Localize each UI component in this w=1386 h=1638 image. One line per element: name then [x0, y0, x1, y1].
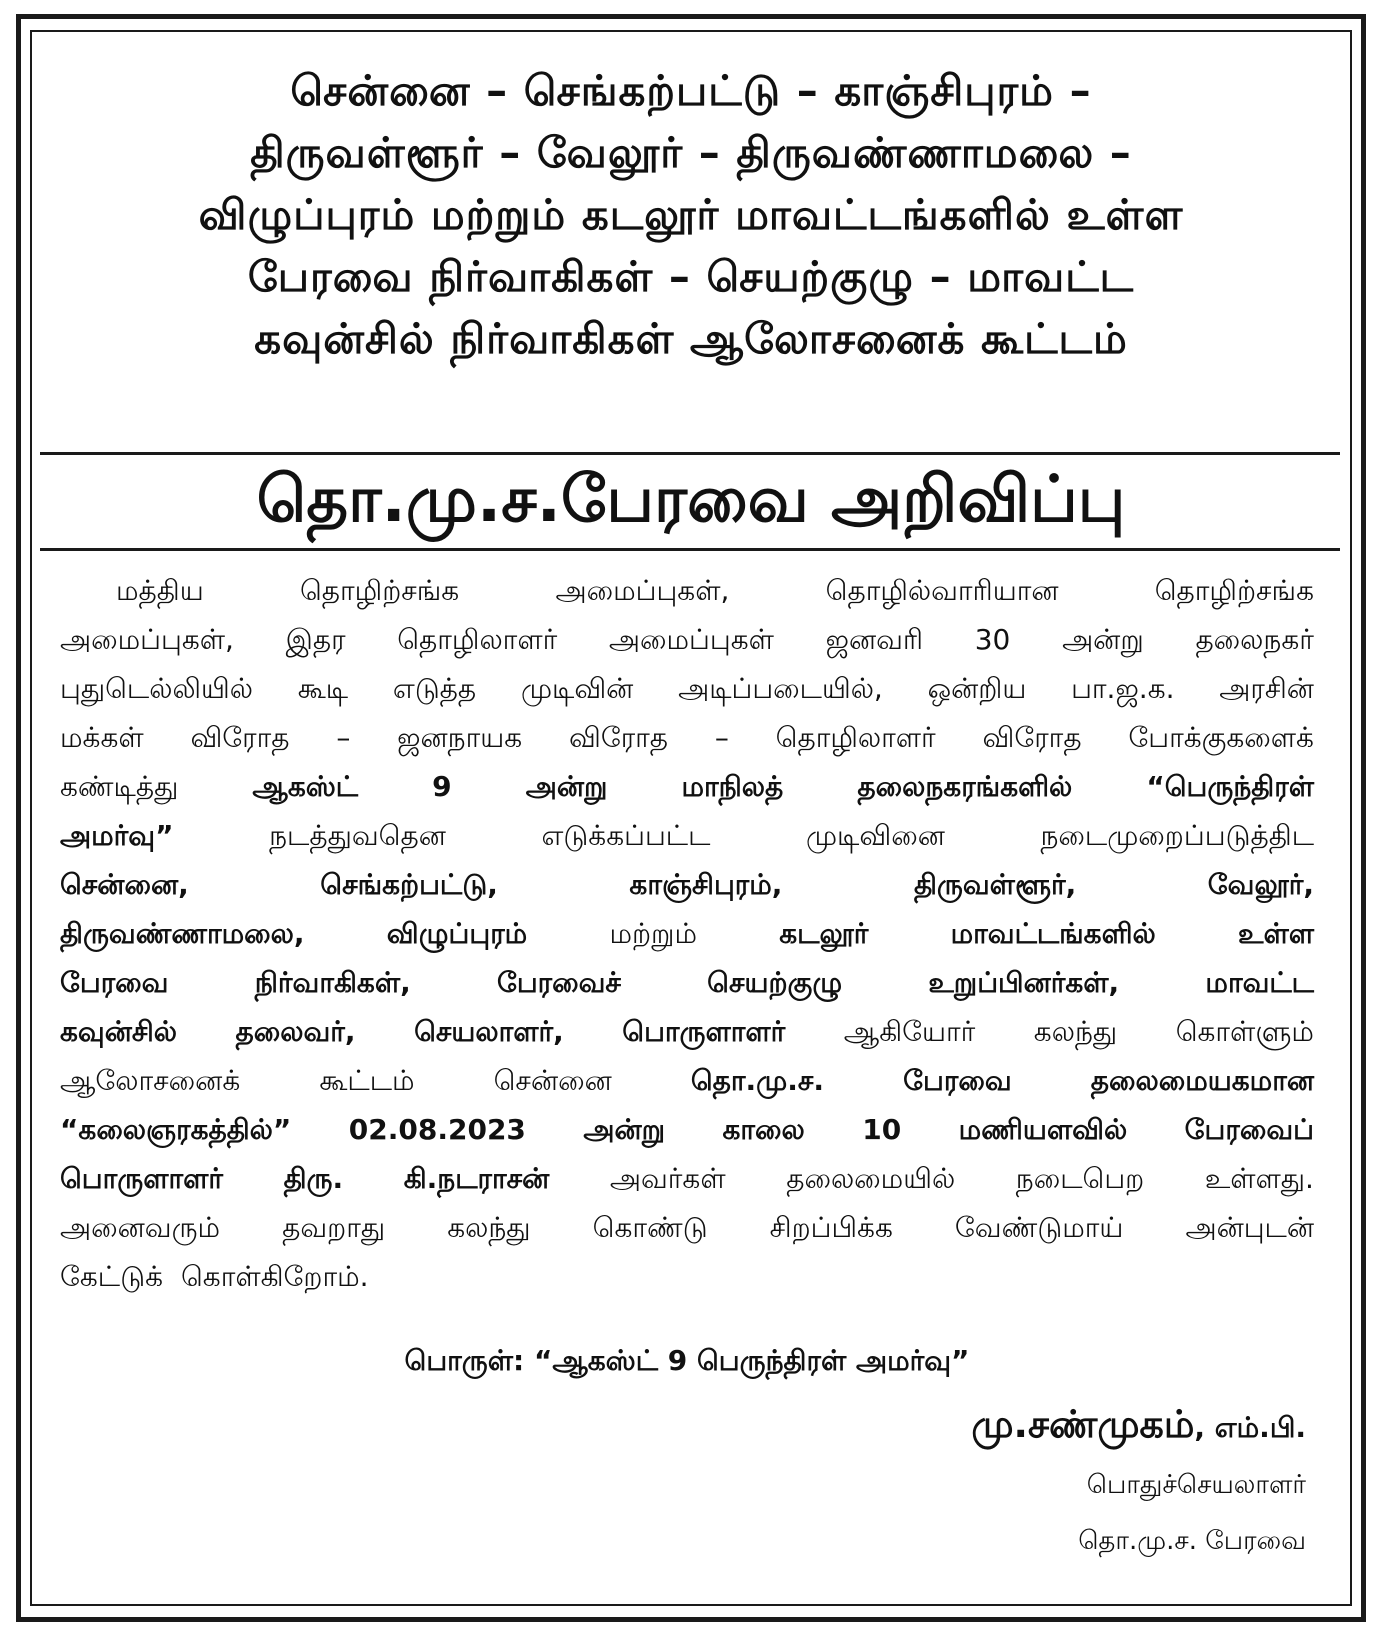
body-word: ஜனநாயக — [397, 721, 523, 754]
body-word: புதுடெல்லியில் — [60, 672, 253, 705]
body-word: 10 — [862, 1113, 902, 1146]
body-word: அன்று — [583, 1113, 666, 1146]
body-word: காலை — [722, 1113, 805, 1146]
body-line — [60, 615, 1314, 664]
body-word: முடிவின் — [520, 672, 634, 705]
body-word: கொண்டு — [592, 1211, 708, 1244]
divider-bottom — [40, 548, 1340, 551]
heading-line: கவுன்சில் நிர்வாகிகள் ஆலோசனைக் கூட்டம் — [254, 314, 1128, 363]
body-word: கொள்ளும் — [1175, 1015, 1314, 1048]
body-word: போக்குகளைக் — [1128, 721, 1314, 754]
body-word: இதர — [285, 623, 346, 656]
body-word: கேட்டுக் — [60, 1260, 163, 1293]
body-word: நடத்துவதென — [269, 819, 446, 852]
body-word: அமர்வு” — [60, 819, 174, 852]
meeting-heading — [40, 60, 1342, 370]
body-word: – — [336, 721, 351, 754]
body-word: திரு. — [283, 1162, 344, 1195]
body-word: அன்று — [1062, 623, 1144, 656]
body-word: ஆகஸ்ட் — [252, 770, 359, 803]
body-word: மாநிலத் — [681, 770, 784, 803]
body-word: மணியளவில் — [958, 1113, 1128, 1146]
body-word: மாவட்ட — [1205, 966, 1314, 999]
body-word: தலைநகரங்களில் — [857, 770, 1073, 803]
signatory-organization: தொ.மு.ச. பேரவை — [1078, 1526, 1306, 1556]
body-word: ஒன்றிய — [927, 672, 1027, 705]
signatory-designation: பொதுச்செயலாளர் — [1086, 1470, 1306, 1500]
body-word: தொ.மு.ச. — [690, 1064, 825, 1097]
body-word: அமைப்புகள் — [608, 623, 774, 656]
body-word: அரசின் — [1219, 672, 1314, 705]
body-word: பேரவை — [60, 966, 169, 999]
body-word: தலைவர், — [235, 1015, 356, 1048]
announcement-body — [60, 566, 1314, 1301]
body-word: திருவண்ணாமலை, — [60, 917, 305, 950]
body-line — [60, 1203, 1314, 1252]
body-word: மற்றும் — [609, 917, 697, 950]
body-word: 30 — [974, 623, 1011, 656]
body-line — [60, 1056, 1314, 1105]
body-word: பேரவைப் — [1184, 1113, 1314, 1146]
body-word: தொழிற்சங்க — [1154, 574, 1314, 607]
announcement-title: தொ.மு.ச.பேரவை அறிவிப்பு — [256, 463, 1126, 537]
body-word: சென்னை, — [60, 868, 189, 901]
body-word: பேரவை — [903, 1064, 1012, 1097]
body-word: உள்ள — [1238, 917, 1314, 950]
body-word: கூட்டம் — [319, 1064, 415, 1097]
body-line — [60, 566, 1314, 615]
subject-line: பொருள்: “ஆகஸ்ட் 9 பெருந்திரள் அமர்வு” — [404, 1344, 970, 1377]
body-word: செயலாளர், — [414, 1015, 564, 1048]
body-word: கடலூர் — [779, 917, 869, 950]
divider-top — [40, 452, 1340, 455]
body-word: 9 — [432, 770, 452, 803]
body-line — [60, 762, 1314, 811]
body-word: மாவட்டங்களில் — [950, 917, 1156, 950]
body-word: நடைபெற — [1015, 1162, 1145, 1195]
body-line — [60, 909, 1314, 958]
heading-line: விழுப்புரம் மற்றும் கடலூர் மாவட்டங்களில் உள்ள — [198, 190, 1184, 239]
body-word: எடுக்கப்பட்ட — [541, 819, 711, 852]
body-word: கலந்து — [447, 1211, 531, 1244]
heading-line: திருவள்ளூர் – வேலூர் – திருவண்ணாமலை – — [250, 128, 1132, 177]
body-line — [60, 1007, 1314, 1056]
body-word: தலைநகர் — [1195, 623, 1314, 656]
body-line — [60, 713, 1314, 762]
signatory-title-suffix: , எம்.பி. — [1194, 1411, 1306, 1444]
signatory-name: மு.சண்முகம் — [971, 1402, 1195, 1446]
body-word: உறுப்பினர்கள், — [928, 966, 1120, 999]
body-word: பா.ஜ.க. — [1071, 672, 1175, 705]
body-word: தொழில்வாரியான — [825, 574, 1059, 607]
body-word: மக்கள் — [60, 721, 144, 754]
body-word: தலைமையில் — [786, 1162, 956, 1195]
body-line — [60, 860, 1314, 909]
body-word: உள்ளது. — [1204, 1162, 1314, 1195]
body-word: தொழிலாளர் — [397, 623, 558, 656]
body-word: பேரவைச் — [496, 966, 621, 999]
body-word: பொருளாளர் — [622, 1015, 786, 1048]
body-word: விழுப்புரம் — [386, 917, 528, 950]
body-word: அமைப்புகள், — [60, 623, 234, 656]
body-word: மத்திய — [116, 574, 204, 607]
body-word: “பெருந்திரள் — [1146, 770, 1314, 803]
body-word: ஜனவரி — [825, 623, 924, 656]
body-word: அமைப்புகள், — [555, 574, 730, 607]
body-word: கவுன்சில் — [60, 1015, 178, 1048]
body-word: ஆகியோர் — [843, 1015, 976, 1048]
body-word: நிர்வாகிகள், — [254, 966, 411, 999]
body-word: வேலூர், — [1207, 868, 1314, 901]
body-word: பொருளாளர் — [60, 1162, 223, 1195]
body-line — [60, 958, 1314, 1007]
body-line — [60, 1252, 1314, 1301]
body-word: அடிப்படையில், — [678, 672, 883, 705]
body-word: சிறப்பிக்க — [769, 1211, 893, 1244]
body-word: விரோத — [190, 721, 290, 754]
body-line — [60, 811, 1314, 860]
body-word: கலந்து — [1033, 1015, 1118, 1048]
body-word: காஞ்சிபுரம், — [629, 868, 783, 901]
body-word: – — [714, 721, 729, 754]
body-word: திருவள்ளூர், — [913, 868, 1077, 901]
body-word: வேண்டுமாய் — [954, 1211, 1124, 1244]
body-word: நடைமுறைப்படுத்திட — [1040, 819, 1314, 852]
body-word: அன்புடன் — [1185, 1211, 1314, 1244]
body-word: கண்டித்து — [60, 770, 179, 803]
heading-line: பேரவை நிர்வாகிகள் – செயற்குழு – மாவட்ட — [247, 252, 1135, 301]
body-line — [60, 1154, 1314, 1203]
body-word: சென்னை — [493, 1064, 612, 1097]
heading-line: சென்னை – செங்கற்பட்டு – காஞ்சிபுரம் – — [290, 66, 1092, 115]
body-line — [60, 1105, 1314, 1154]
body-word: கொள்கிறோம். — [180, 1260, 369, 1293]
body-word: அன்று — [525, 770, 608, 803]
body-word: “கலைஞரகத்தில்” — [60, 1113, 292, 1146]
body-word: தலைமையகமான — [1090, 1064, 1314, 1097]
body-word: செங்கற்பட்டு, — [320, 868, 498, 901]
body-word: தவறாது — [282, 1211, 386, 1244]
body-word: 02.08.2023 — [348, 1113, 526, 1146]
body-word: எடுத்த — [392, 672, 477, 705]
body-word: செயற்குழு — [707, 966, 843, 999]
signatory-name-line — [971, 1402, 1306, 1452]
body-word: கூடி — [297, 672, 349, 705]
body-word: கி.நடராசன் — [403, 1162, 550, 1195]
body-word: விரோத — [568, 721, 669, 754]
body-word: விரோத — [982, 721, 1082, 754]
body-word: தொழிலாளர் — [775, 721, 936, 754]
body-word: ஆலோசனைக் — [60, 1064, 241, 1097]
body-word: முடிவினை — [805, 819, 945, 852]
body-line — [60, 664, 1314, 713]
body-word: அவர்கள் — [609, 1162, 726, 1195]
body-word: தொழிற்சங்க — [299, 574, 460, 607]
body-word: அனைவரும் — [60, 1211, 221, 1244]
